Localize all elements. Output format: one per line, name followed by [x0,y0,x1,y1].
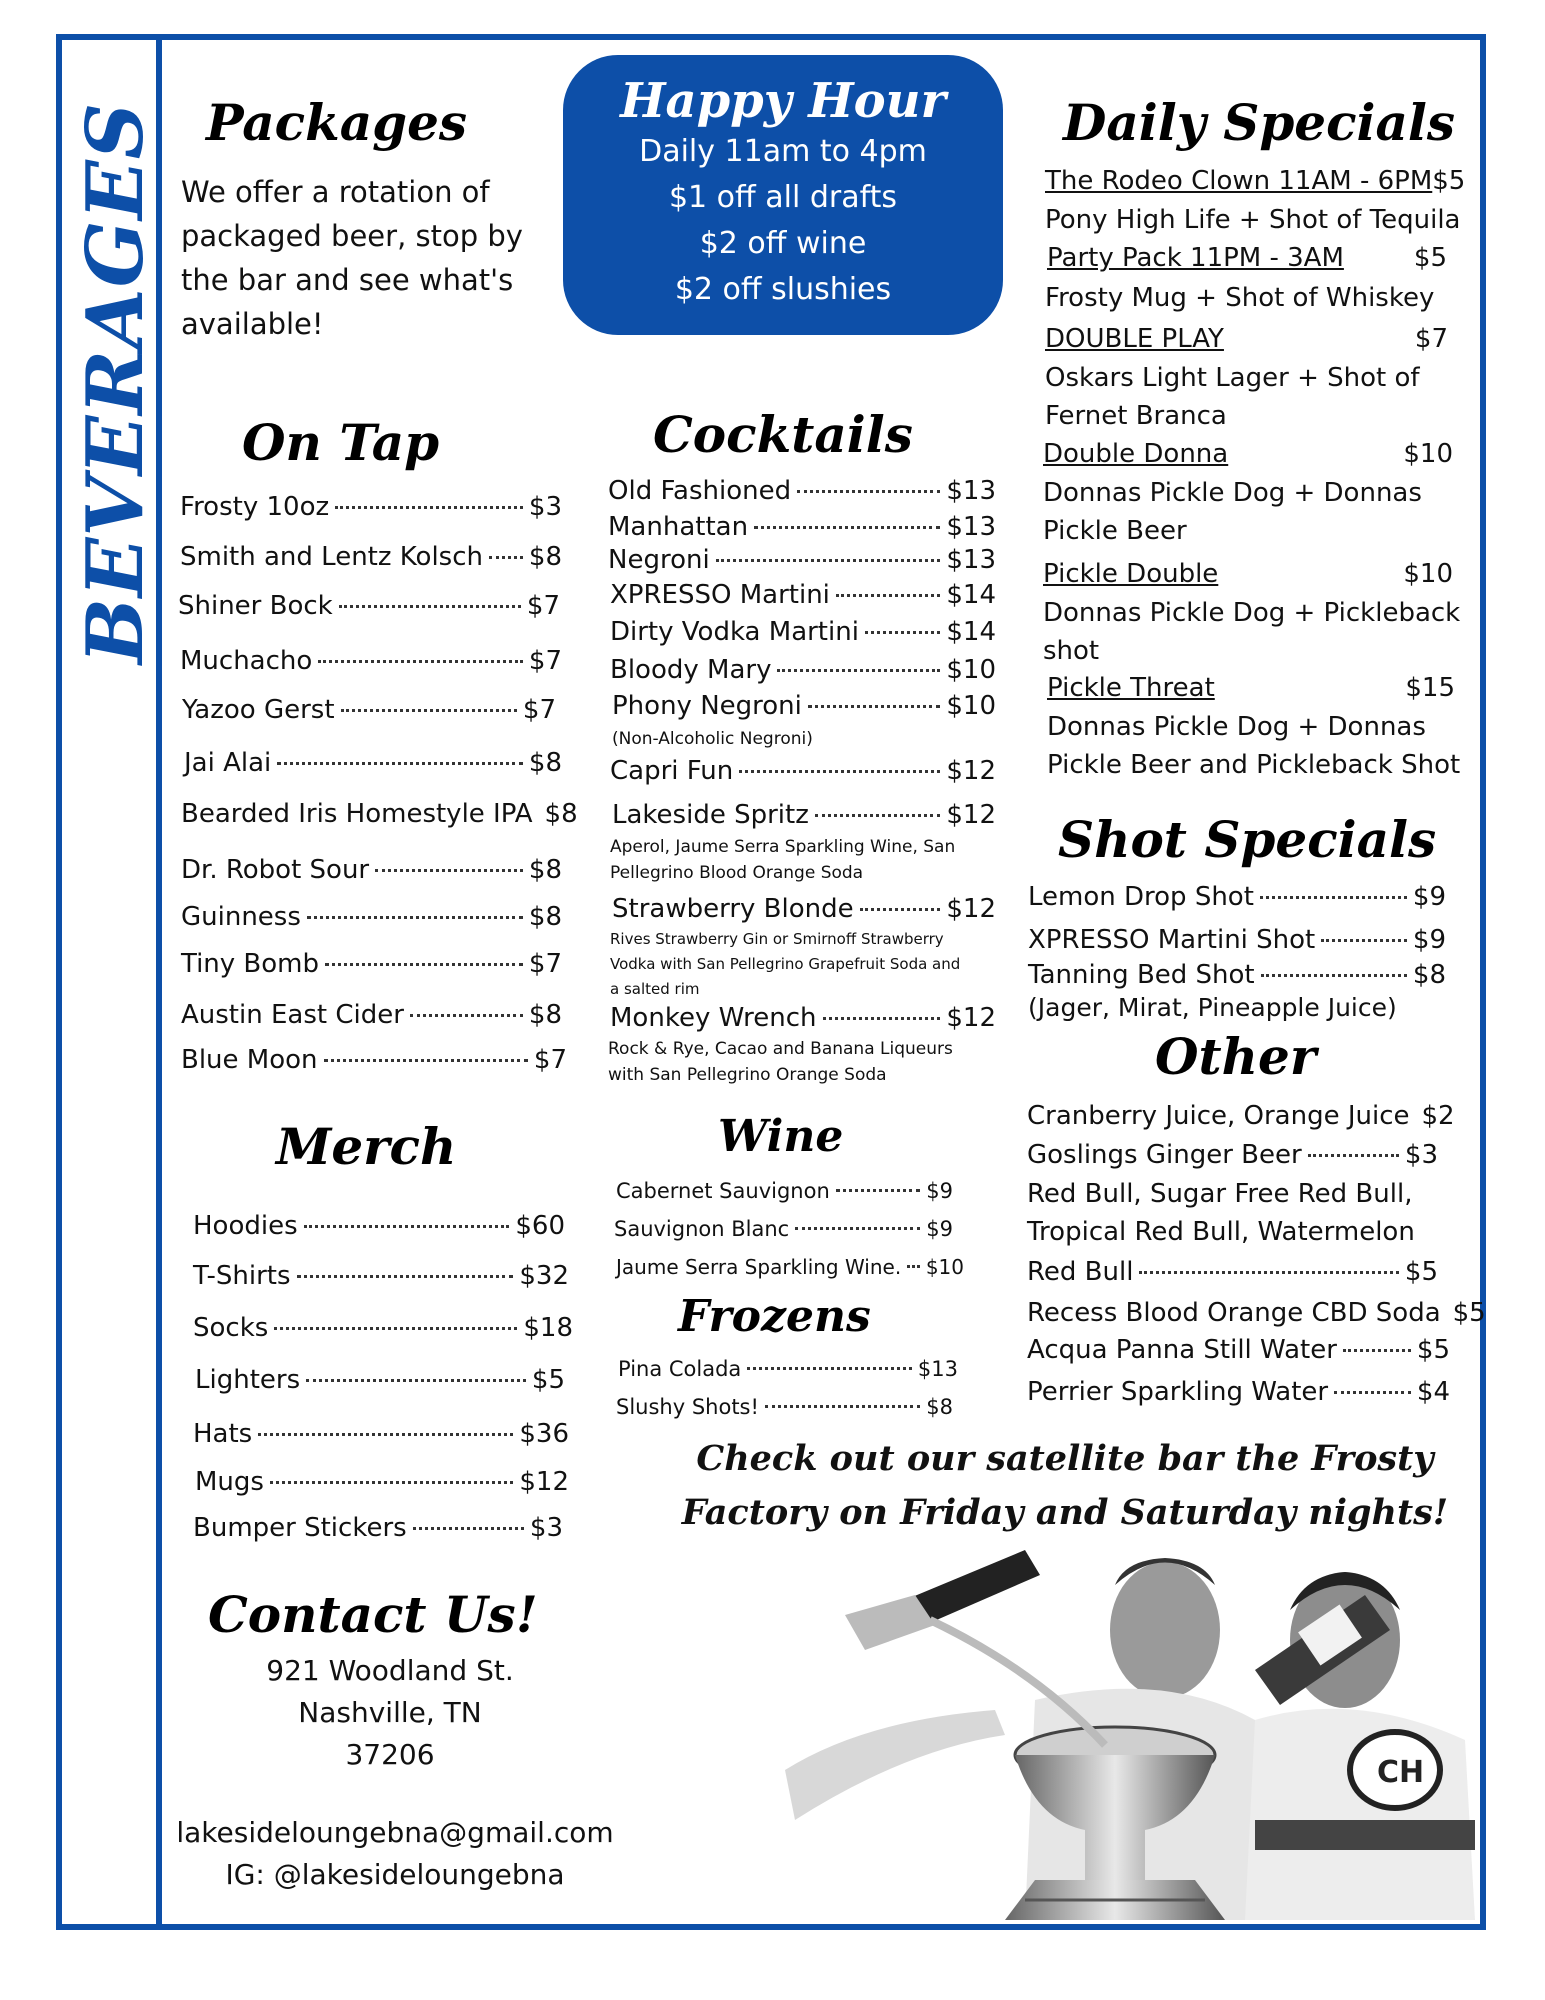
item-price: $14 [946,617,996,647]
item-price: $12 [519,1467,569,1497]
daily-special-price: $5 [1432,166,1466,196]
daily-special-desc: Donnas Pickle Dog + Pickleback [1043,598,1461,628]
item-name: Recess Blood Orange CBD Soda [1027,1298,1441,1328]
daily-special-price: $10 [1403,439,1453,469]
dot-leader [765,1405,920,1408]
daily-special-desc: shot [1043,636,1100,666]
daily-special-name: DOUBLE PLAY [1045,324,1224,354]
daily-special-item [1045,166,1466,196]
cocktail-item [612,894,996,924]
dot-leader [1334,1391,1411,1394]
daily-special-item [1043,559,1453,589]
merch-item [193,1419,569,1449]
contact-address [220,1650,560,1776]
item-price: $5 [1452,1298,1486,1328]
cocktail-note: Aperol, Jaume Serra Sparkling Wine, San [610,837,956,857]
merch-item [195,1467,569,1497]
item-name: Pina Colada [618,1357,742,1381]
item-name: Smith and Lentz Kolsch [180,542,483,572]
merch-item [193,1513,563,1543]
cocktail-note: a salted rim [610,980,700,998]
cocktail-note: Vodka with San Pellegrino Grapefruit Soda and [610,955,961,973]
on-tap-item [180,542,562,572]
cocktail-item [608,545,996,575]
item-name: Mugs [195,1467,264,1497]
item-name: Hats [193,1419,253,1449]
item-name: Cabernet Sauvignon [616,1179,830,1203]
merch-heading: Merch [276,1117,457,1176]
on-tap-heading: On Tap [242,413,440,472]
item-price: $13 [946,476,996,506]
cocktail-item [610,580,996,610]
cocktail-item [608,476,996,506]
item-name: Bumper Stickers [193,1513,407,1543]
item-price: $10 [925,1255,964,1279]
on-tap-item [181,1045,567,1075]
dot-leader [1321,939,1407,942]
on-tap-item [178,591,560,621]
item-name: Slushy Shots! [616,1395,759,1419]
item-price: $3 [1404,1140,1438,1170]
item-name: XPRESSO Martini [610,580,830,610]
item-price: $9 [1412,925,1446,955]
item-price: $8 [528,748,562,778]
shot-item [1028,882,1446,912]
daily-special-desc: Fernet Branca [1045,401,1227,431]
cocktail-item [612,800,996,830]
daily-special-desc: Pickle Beer and Pickleback Shot [1047,750,1461,780]
dot-leader [865,631,940,634]
dot-leader [795,1227,920,1230]
dot-leader [304,1225,510,1228]
item-price: $5 [1404,1257,1438,1287]
packages-text-line: the bar and see what's [181,263,514,297]
on-tap-item [181,902,562,932]
beverages-title: BEVERAGES [70,101,161,664]
happy-hour-line: $2 off wine [699,226,867,261]
dot-leader [258,1433,513,1436]
item-name: Monkey Wrench [610,1003,817,1033]
item-price: $13 [946,512,996,542]
item-price: $8 [528,902,562,932]
on-tap-item [181,949,562,979]
item-name: Dr. Robot Sour [181,855,370,885]
packages-text-line: packaged beer, stop by [181,219,523,253]
daily-special-desc: Donnas Pickle Dog + Donnas [1047,712,1426,742]
frozen-item [616,1395,953,1419]
item-name: Sauvignon Blanc [614,1217,790,1241]
item-price: $13 [946,545,996,575]
cocktail-note: Pellegrino Blood Orange Soda [610,863,864,883]
wine-item [614,1217,953,1241]
dot-leader [836,1189,921,1192]
dot-leader [1139,1271,1398,1274]
address-line: 37206 [345,1738,435,1771]
item-name: Lighters [195,1365,301,1395]
dot-leader [716,559,941,562]
dot-leader [1260,896,1407,899]
item-price: $7 [526,591,560,621]
contact-instagram[interactable]: IG: @lakesideloungebna [225,1858,565,1891]
dot-leader [1343,1349,1411,1352]
daily-special-name: Party Pack 11PM - 3AM [1047,243,1344,273]
item-name: Bearded Iris Homestyle IPA [181,799,533,829]
on-tap-item [181,855,562,885]
item-name: Acqua Panna Still Water [1027,1335,1337,1365]
shot-note: (Jager, Mirat, Pineapple Juice) [1028,993,1397,1022]
merch-item [193,1313,573,1343]
wine-item [616,1255,964,1279]
on-tap-item [182,695,556,725]
dot-leader [1261,974,1407,977]
dot-leader [797,490,940,493]
dot-leader [297,1275,514,1278]
item-price: $3 [529,1513,563,1543]
dot-leader [318,660,523,663]
item-price: $4 [1416,1377,1450,1407]
address-line: 921 Woodland St. [266,1654,514,1687]
item-price: $3 [528,492,562,522]
item-price: $12 [946,756,996,786]
item-name: Guinness [181,902,301,932]
merch-item [195,1365,565,1395]
item-price: $14 [946,580,996,610]
item-name: Hoodies [193,1211,298,1241]
item-name: Jaume Serra Sparkling Wine. [616,1255,902,1279]
dot-leader [277,762,523,765]
item-price: $8 [926,1395,953,1419]
daily-special-price: $15 [1405,673,1455,703]
item-price: $36 [519,1419,569,1449]
contact-email[interactable]: lakesideloungebna@gmail.com [176,1816,614,1849]
other-heading: Other [1155,1027,1317,1086]
item-price: $60 [515,1211,565,1241]
promo-line: Factory on Friday and Saturday nights! [681,1492,1449,1533]
item-name: Tanning Bed Shot [1028,960,1255,990]
daily-special-name: Double Donna [1043,439,1229,469]
other-redbull-line: Red Bull, Sugar Free Red Bull, [1027,1179,1413,1209]
cocktail-item [610,756,996,786]
cocktail-note: Rives Strawberry Gin or Smirnoff Strawberry [610,930,944,948]
item-name: Lemon Drop Shot [1028,882,1254,912]
packages-heading: Packages [206,93,468,152]
item-name: Yazoo Gerst [182,695,335,725]
dot-leader [335,506,523,509]
other-item [1027,1298,1486,1328]
cocktail-item [610,655,996,685]
other-item [1027,1140,1438,1170]
cocktail-item [608,512,996,542]
dot-leader [860,908,941,911]
item-name: Frosty 10oz [180,492,330,522]
item-name: Manhattan [608,512,749,542]
item-price: $13 [917,1357,958,1381]
daily-special-price: $7 [1414,324,1448,354]
contact-heading: Contact Us! [208,1585,538,1644]
cocktails-heading: Cocktails [653,405,913,464]
daily-special-desc: Oskars Light Lager + Shot of [1045,363,1420,393]
dot-leader [777,669,940,672]
on-tap-item [180,646,562,676]
item-price: $8 [528,1000,562,1030]
item-name: Capri Fun [610,756,734,786]
dot-leader [739,770,940,773]
item-price: $7 [533,1045,567,1075]
item-price: $7 [522,695,556,725]
item-price: $8 [528,855,562,885]
dot-leader [907,1265,920,1268]
on-tap-item [181,1000,562,1030]
dot-leader [324,1059,528,1062]
other-item [1027,1101,1455,1131]
shot-item [1028,960,1446,990]
item-name: Muchacho [180,646,313,676]
item-price: $5 [1416,1335,1450,1365]
item-price: $8 [1412,960,1446,990]
item-price: $7 [528,949,562,979]
shot-item [1028,925,1446,955]
daily-special-price: $10 [1403,559,1453,589]
cocktail-note: (Non-Alcoholic Negroni) [612,729,813,749]
daily-special-desc: Donnas Pickle Dog + Donnas [1043,478,1422,508]
item-name: Blue Moon [181,1045,318,1075]
item-name: Red Bull [1027,1257,1134,1287]
dot-leader [410,1014,523,1017]
item-name: Dirty Vodka Martini [610,617,859,647]
happy-hour-box [563,55,1003,335]
item-name: Jai Alai [184,748,272,778]
dot-leader [808,705,940,708]
item-price: $32 [519,1261,569,1291]
dot-leader [306,1379,526,1382]
dot-leader [1308,1154,1399,1157]
item-name: Tiny Bomb [181,949,320,979]
happy-hour-line: $2 off slushies [674,272,892,307]
daily-special-item [1045,324,1448,354]
item-name: Negroni [608,545,710,575]
frozen-item [618,1357,958,1381]
daily-special-desc: Pickle Beer [1043,516,1187,546]
other-redbull-line: Tropical Red Bull, Watermelon [1027,1217,1415,1247]
packages-text-line: available! [181,307,324,341]
svg-text:CH: CH [1377,1755,1425,1790]
item-name: XPRESSO Martini Shot [1028,925,1316,955]
dot-leader [754,526,940,529]
item-name: Strawberry Blonde [612,894,854,924]
shot-specials-heading: Shot Specials [1058,810,1437,869]
dot-leader [413,1527,524,1530]
dot-leader [375,869,523,872]
cocktail-note: with San Pellegrino Orange Soda [608,1065,887,1085]
item-price: $8 [528,542,562,572]
happy-hour-title: Happy Hour [620,73,946,129]
item-name: Lakeside Spritz [612,800,809,830]
dot-leader [307,916,523,919]
other-item [1027,1257,1438,1287]
daily-special-desc: Pony High Life + Shot of Tequila [1045,205,1461,235]
merch-item [193,1261,569,1291]
on-tap-item [181,799,578,829]
merch-item [193,1211,565,1241]
happy-hour-line: $1 off all drafts [668,180,898,215]
dot-leader [270,1481,513,1484]
item-price: $9 [926,1217,953,1241]
happy-hour-line: Daily 11am to 4pm [639,134,927,169]
item-price: $12 [946,800,996,830]
daily-specials-heading: Daily Specials [1063,93,1456,152]
item-price: $12 [946,894,996,924]
daily-special-item [1047,673,1455,703]
item-name: T-Shirts [193,1261,291,1291]
item-name: Perrier Sparkling Water [1027,1377,1329,1407]
item-name: Goslings Ginger Beer [1027,1140,1302,1170]
item-price: $8 [544,799,578,829]
daily-special-name: The Rodeo Clown 11AM - 6PM [1045,166,1433,196]
on-tap-item [180,492,562,522]
dot-leader [823,1017,941,1020]
address-line: Nashville, TN [298,1696,482,1729]
item-name: Old Fashioned [608,476,792,506]
promo-line: Check out our satellite bar the Frosty [696,1438,1434,1479]
daily-special-price: $5 [1413,243,1447,273]
item-name: Cranberry Juice, Orange Juice [1027,1101,1410,1131]
dot-leader [815,814,941,817]
frozens-heading: Frozens [678,1291,871,1342]
item-price: $10 [946,655,996,685]
packages-text-line: We offer a rotation of [181,175,490,209]
daily-special-desc: Frosty Mug + Shot of Whiskey [1045,283,1435,313]
daily-special-name: Pickle Threat [1047,673,1215,703]
cocktail-note: Rock & Rye, Cacao and Banana Liqueurs [608,1039,953,1059]
dot-leader [341,709,517,712]
other-item [1027,1335,1450,1365]
daily-special-item [1043,439,1453,469]
dot-leader [325,963,523,966]
item-name: Bloody Mary [610,655,772,685]
item-name: Socks [193,1313,269,1343]
wine-heading: Wine [718,1111,844,1162]
cocktail-item [610,617,996,647]
on-tap-item [184,748,562,778]
dot-leader [339,605,521,608]
daily-special-name: Pickle Double [1043,559,1219,589]
item-price: $12 [946,1003,996,1033]
dot-leader [489,556,523,559]
dot-leader [274,1327,517,1330]
item-price: $9 [1412,882,1446,912]
item-price: $9 [926,1179,953,1203]
hockey-players-photo [785,1520,1475,1920]
cocktail-item [610,1003,996,1033]
dot-leader [747,1367,912,1370]
cocktail-item [612,691,996,721]
daily-special-item [1047,243,1447,273]
item-price: $18 [523,1313,573,1343]
item-name: Phony Negroni [612,691,802,721]
item-name: Shiner Bock [178,591,333,621]
other-item [1027,1377,1450,1407]
item-price: $10 [946,691,996,721]
item-price: $2 [1421,1101,1455,1131]
item-price: $7 [528,646,562,676]
item-price: $5 [531,1365,565,1395]
item-name: Austin East Cider [181,1000,404,1030]
dot-leader [836,594,940,597]
wine-item [616,1179,953,1203]
